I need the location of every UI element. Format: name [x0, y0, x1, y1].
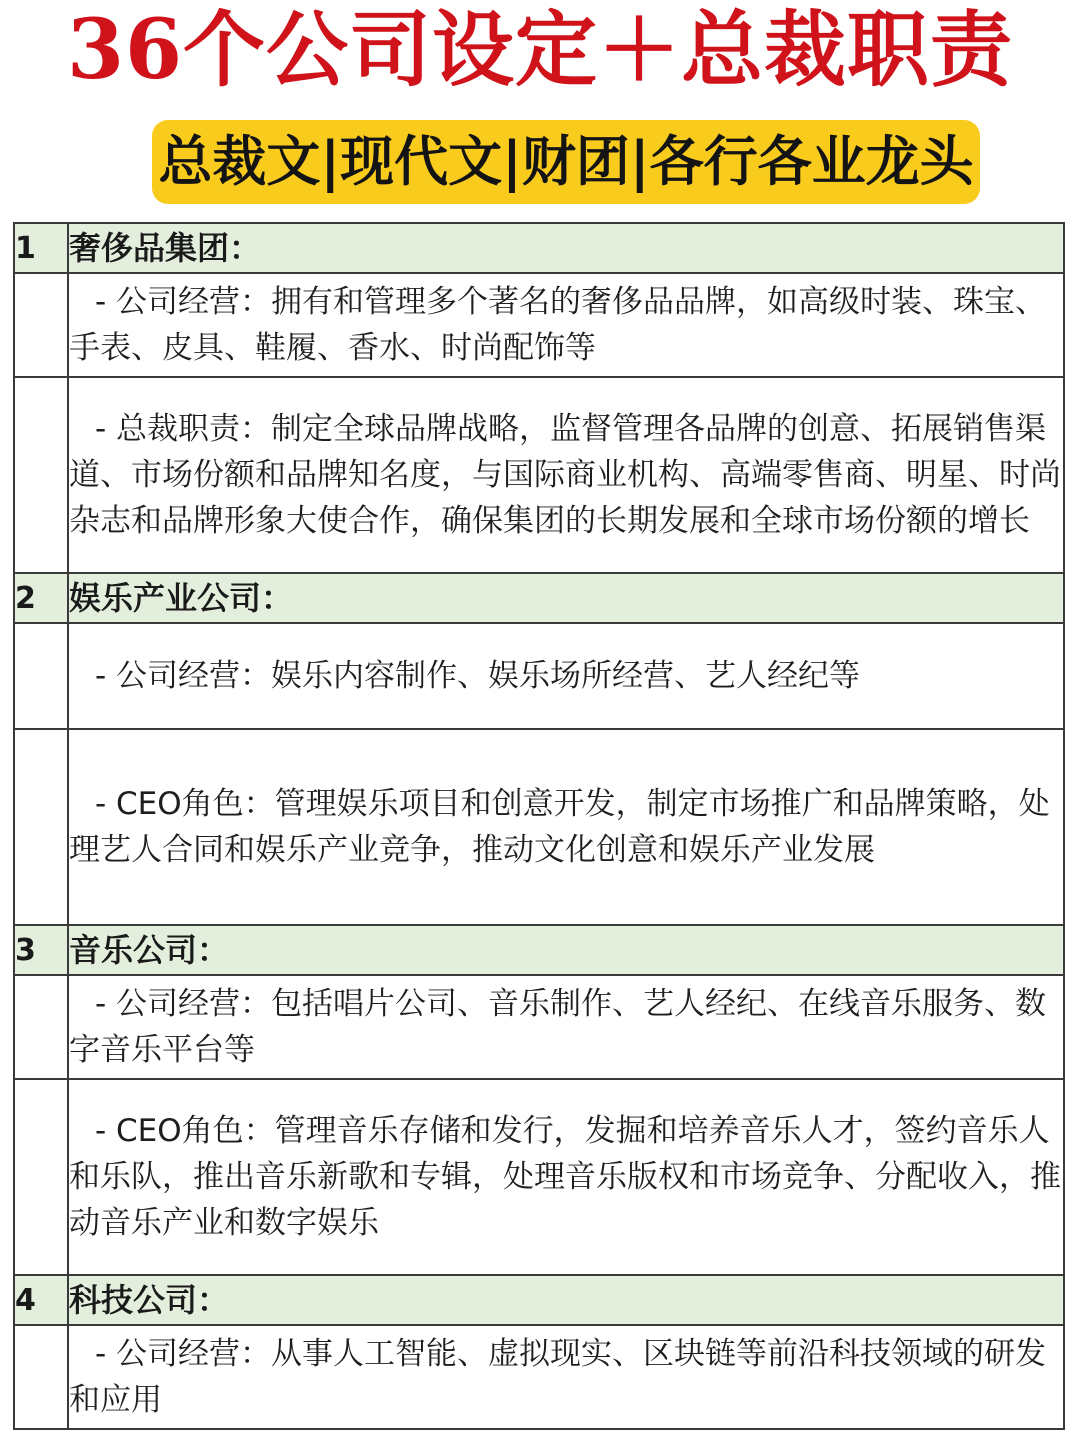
empty-cell [14, 273, 68, 377]
company-table [13, 222, 1065, 1430]
subtitle-banner: 总裁文|现代文|财团|各行各业龙头 [152, 120, 980, 204]
business-cell [68, 623, 1064, 729]
table-row [14, 1325, 1064, 1429]
empty-cell [14, 1079, 68, 1275]
section-number: 1 [14, 223, 68, 273]
table-row [14, 729, 1064, 925]
duty-cell [68, 377, 1064, 573]
section-number: 4 [14, 1275, 68, 1325]
business-cell [68, 273, 1064, 377]
row-text: - 总裁职责：制定全球品牌战略，监督管理各品牌的创意、拓展销售渠道、市场份额和品牌知名度，与国际商业机构、高端零售商、明星、时尚杂志和品牌形象大使合作，确保集团的长期发展和全球市场份额的增长 [69, 411, 1061, 539]
section-header-row [14, 223, 1064, 273]
row-text: - CEO角色：管理音乐存储和发行，发掘和培养音乐人才，签约音乐人和乐队，推出音乐新歌和专辑，处理音乐版权和市场竞争、分配收入，推动音乐产业和数字娱乐 [69, 1113, 1061, 1241]
row-text: - 公司经营：拥有和管理多个著名的奢侈品品牌，如高级时装、珠宝、手表、皮具、鞋履、香水、时尚配饰等 [69, 284, 1047, 366]
section-header-row [14, 1275, 1064, 1325]
table-row [14, 1079, 1064, 1275]
section-header-row [14, 573, 1064, 623]
section-heading: 娱乐产业公司： [68, 573, 1064, 623]
page-title: 36个公司设定＋总裁职责 [66, 2, 1014, 98]
section-number: 2 [14, 573, 68, 623]
duty-cell [68, 729, 1064, 925]
table-row [14, 975, 1064, 1079]
row-text: - 公司经营：从事人工智能、虚拟现实、区块链等前沿科技领域的研发和应用 [69, 1336, 1047, 1418]
table-row [14, 273, 1064, 377]
table-row [14, 623, 1064, 729]
section-heading: 奢侈品集团： [68, 223, 1064, 273]
duty-cell [68, 1079, 1064, 1275]
empty-cell [14, 1325, 68, 1429]
table-row [14, 377, 1064, 573]
empty-cell [14, 377, 68, 573]
empty-cell [14, 729, 68, 925]
section-header-row [14, 925, 1064, 975]
business-cell [68, 975, 1064, 1079]
row-text: - 公司经营：娱乐内容制作、娱乐场所经营、艺人经纪等 [95, 658, 861, 694]
section-number: 3 [14, 925, 68, 975]
row-text: - CEO角色：管理娱乐项目和创意开发，制定市场推广和品牌策略，处理艺人合同和娱乐产业竞争，推动文化创意和娱乐产业发展 [69, 786, 1050, 868]
section-heading: 科技公司： [68, 1275, 1064, 1325]
empty-cell [14, 975, 68, 1079]
section-heading: 音乐公司： [68, 925, 1064, 975]
row-text: - 公司经营：包括唱片公司、音乐制作、艺人经纪、在线音乐服务、数字音乐平台等 [69, 986, 1047, 1068]
business-cell [68, 1325, 1064, 1429]
empty-cell [14, 623, 68, 729]
